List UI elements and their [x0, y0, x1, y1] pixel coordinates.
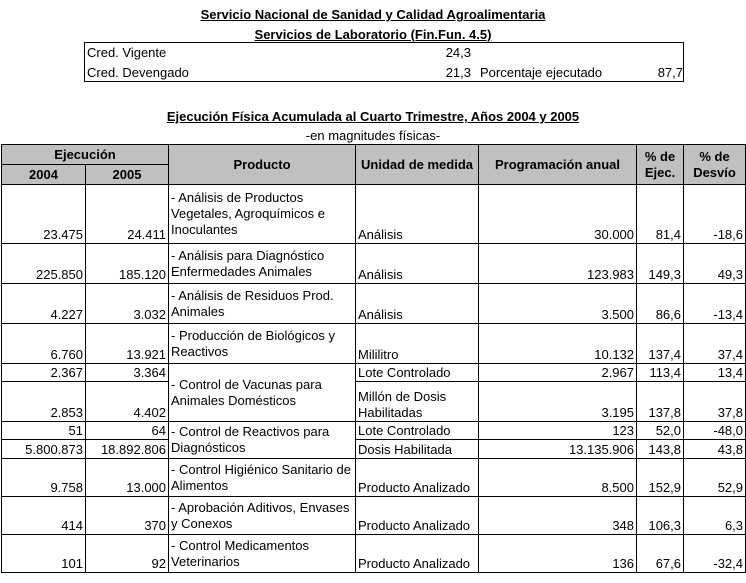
cell-programacion: 2.967	[479, 364, 637, 382]
table-row	[2, 324, 746, 364]
credit-devengado-value: 21,3	[445, 65, 471, 80]
header-2004: 2004	[2, 165, 86, 185]
cell-pct-desvio: -48,0	[684, 422, 746, 440]
cell-pct-ejec: 106,3	[637, 497, 684, 535]
cell-pct-ejec: 81,4	[637, 185, 684, 244]
cell-2004: 2.853	[2, 382, 86, 422]
table-row	[2, 440, 746, 459]
cell-pct-ejec: 67,6	[637, 535, 684, 573]
cell-2004: 414	[2, 497, 86, 535]
section-subtitle: -en magnitudes físicas-	[305, 128, 441, 143]
cell-producto: - Aprobación Aditivos, Envases y Conexos	[169, 497, 356, 535]
cell-unidad: Lote Controlado	[356, 422, 479, 440]
cell-pct-desvio: 43,8	[684, 440, 746, 459]
cell-pct-desvio: 49,3	[684, 244, 746, 284]
cell-pct-desvio: 6,3	[684, 497, 746, 535]
cell-pct-ejec: 149,3	[637, 244, 684, 284]
table-row	[2, 422, 746, 440]
credit-devengado-label: Cred. Devengado	[87, 65, 189, 80]
cell-unidad: Análisis	[356, 185, 479, 244]
section-title: Ejecución Física Acumulada al Cuarto Trimestre, Años 2004 y 2005	[166, 109, 580, 124]
cell-programacion: 8.500	[479, 459, 637, 497]
agency-title: Servicio Nacional de Sanidad y Calidad Agroalimentaria	[200, 7, 546, 22]
cell-producto: - Control Higiénico Sanitario de Alimentos	[169, 459, 356, 497]
cell-pct-desvio: -32,4	[684, 535, 746, 573]
cell-programacion: 123.983	[479, 244, 637, 284]
cell-pct-desvio: 13,4	[684, 364, 746, 382]
cell-programacion: 3.500	[479, 284, 637, 324]
cell-pct-ejec: 143,8	[637, 440, 684, 459]
cell-2005: 4.402	[86, 382, 169, 422]
cell-pct-ejec: 152,9	[637, 459, 684, 497]
cell-2005: 13.000	[86, 459, 169, 497]
cell-pct-ejec: 52,0	[637, 422, 684, 440]
cell-2004: 2.367	[2, 364, 86, 382]
cell-2005: 64	[86, 422, 169, 440]
table-row	[2, 497, 746, 535]
cell-pct-desvio: -18,6	[684, 185, 746, 244]
header-2005: 2005	[86, 165, 169, 185]
table-row	[2, 185, 746, 244]
header-pct-ejec: % de Ejec.	[637, 145, 684, 185]
header-ejecucion: Ejecución	[2, 145, 169, 165]
cell-2005: 13.921	[86, 324, 169, 364]
cell-programacion: 10.132	[479, 324, 637, 364]
credit-devengado-row	[85, 63, 683, 82]
cell-producto: - Análisis de Productos Vegetales, Agroquímicos e Inoculantes	[169, 185, 356, 244]
cell-unidad: Producto Analizado	[356, 497, 479, 535]
cell-programacion: 13.135.906	[479, 440, 637, 459]
cell-producto: - Control de Vacunas para Animales Domésticos	[169, 364, 356, 422]
cell-unidad: Análisis	[356, 244, 479, 284]
table-row	[2, 284, 746, 324]
header-unidad: Unidad de medida	[356, 145, 479, 185]
table-row	[2, 459, 746, 497]
cell-programacion: 136	[479, 535, 637, 573]
cell-pct-desvio: -13,4	[684, 284, 746, 324]
cell-2005: 3.032	[86, 284, 169, 324]
credit-box	[84, 42, 684, 82]
header-programacion: Programación anual	[479, 145, 637, 185]
cell-2004: 51	[2, 422, 86, 440]
cell-2004: 101	[2, 535, 86, 573]
cell-2005: 18.892.806	[86, 440, 169, 459]
cell-producto: - Control de Reactivos para Diagnósticos	[169, 422, 356, 459]
header-producto: Producto	[169, 145, 356, 185]
percent-executed-label: Porcentaje ejecutado	[480, 65, 603, 80]
cell-unidad: Dosis Habilitada	[356, 440, 479, 459]
cell-2004: 23.475	[2, 185, 86, 244]
cell-unidad: Mililitro	[356, 324, 479, 364]
cell-unidad: Producto Analizado	[356, 459, 479, 497]
cell-producto: - Análisis para Diagnóstico Enfermedades Animales	[169, 244, 356, 284]
cell-2005: 185.120	[86, 244, 169, 284]
cell-pct-ejec: 113,4	[637, 364, 684, 382]
cell-2005: 92	[86, 535, 169, 573]
credit-vigente-label: Cred. Vigente	[87, 45, 167, 60]
cell-unidad: Producto Analizado	[356, 535, 479, 573]
table-row	[2, 382, 746, 422]
percent-executed-value: 87,7	[657, 65, 683, 80]
cell-producto: - Producción de Biológicos y Reactivos	[169, 324, 356, 364]
cell-2005: 24.411	[86, 185, 169, 244]
cell-2005: 3.364	[86, 364, 169, 382]
cell-programacion: 348	[479, 497, 637, 535]
service-title: Servicios de Laboratorio (Fin.Fun. 4.5)	[254, 27, 492, 42]
cell-producto: - Análisis de Residuos Prod. Animales	[169, 284, 356, 324]
cell-2004: 225.850	[2, 244, 86, 284]
cell-producto: - Control Medicamentos Veterinarios	[169, 535, 356, 573]
cell-pct-desvio: 37,8	[684, 382, 746, 422]
header-pct-desvio: % de Desvío	[684, 145, 746, 185]
credit-vigente-row	[85, 43, 683, 62]
cell-pct-ejec: 137,8	[637, 382, 684, 422]
cell-pct-ejec: 86,6	[637, 284, 684, 324]
cell-programacion: 123	[479, 422, 637, 440]
cell-pct-desvio: 37,4	[684, 324, 746, 364]
cell-2004: 4.227	[2, 284, 86, 324]
cell-2004: 9.758	[2, 459, 86, 497]
cell-pct-desvio: 52,9	[684, 459, 746, 497]
cell-2004: 6.760	[2, 324, 86, 364]
table-row	[2, 244, 746, 284]
table-row	[2, 364, 746, 382]
table-row	[2, 535, 746, 573]
cell-2004: 5.800.873	[2, 440, 86, 459]
cell-programacion: 3.195	[479, 382, 637, 422]
cell-pct-ejec: 137,4	[637, 324, 684, 364]
cell-unidad: Lote Controlado	[356, 364, 479, 382]
cell-programacion: 30.000	[479, 185, 637, 244]
credit-vigente-value: 24,3	[445, 45, 471, 60]
execution-table	[1, 144, 746, 573]
cell-2005: 370	[86, 497, 169, 535]
cell-unidad: Análisis	[356, 284, 479, 324]
cell-unidad: Millón de Dosis Habilitadas	[356, 382, 479, 422]
